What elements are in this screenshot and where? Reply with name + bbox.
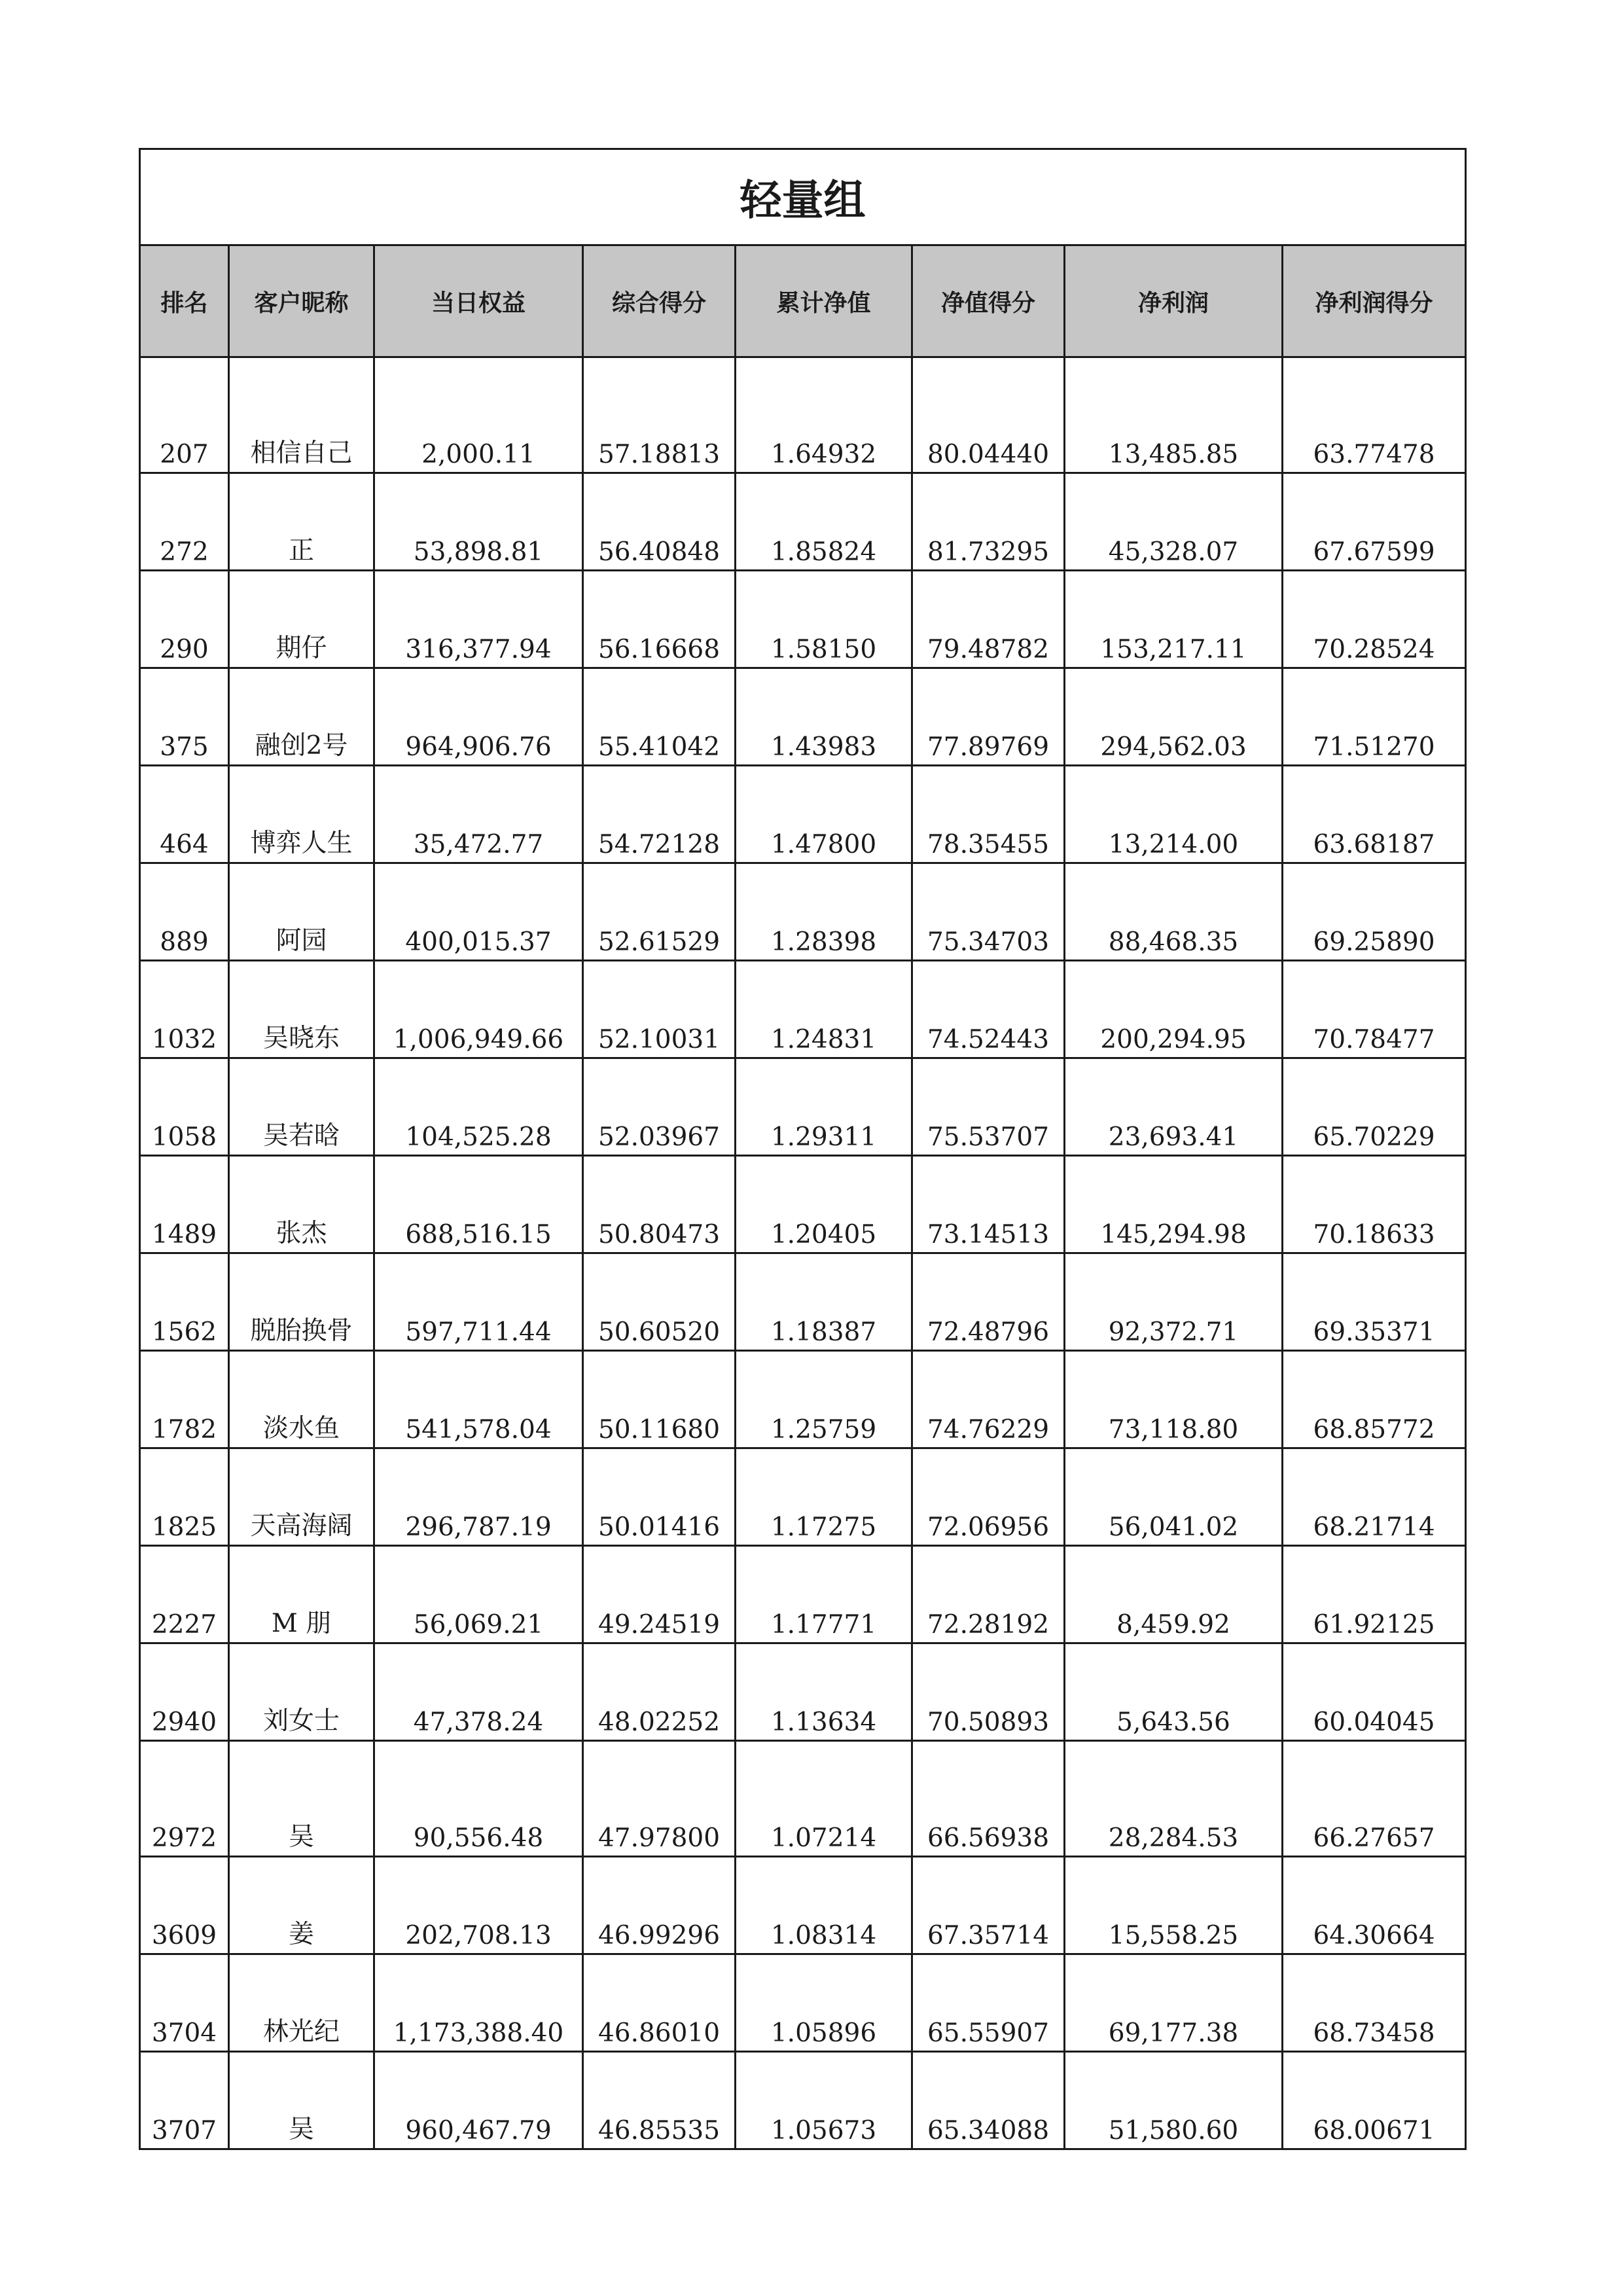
cell-nickname: 阿园 (229, 863, 374, 961)
cell-nav-score: 73.14513 (912, 1156, 1065, 1253)
cell-net-profit: 8,459.92 (1065, 1546, 1283, 1643)
cell-rank: 2972 (140, 1741, 229, 1857)
table-row (140, 1741, 1466, 1857)
cell-nickname: 吴 (229, 2052, 374, 2149)
cell-nav-score: 78.35455 (912, 766, 1065, 863)
cell-nickname: 期仔 (229, 571, 374, 668)
cell-nav-score: 65.55907 (912, 1954, 1065, 2052)
cell-nickname: 正 (229, 473, 374, 571)
cell-nav: 1.13634 (736, 1643, 912, 1741)
col-header-nav: 累计净值 (736, 245, 912, 357)
table-row (140, 1156, 1466, 1253)
cell-net-profit: 88,468.35 (1065, 863, 1283, 961)
cell-nav-score: 75.53707 (912, 1058, 1065, 1156)
cell-total-score: 50.01416 (583, 1448, 736, 1546)
cell-nav-score: 72.28192 (912, 1546, 1065, 1643)
cell-nav: 1.28398 (736, 863, 912, 961)
cell-nickname: 吴 (229, 1741, 374, 1857)
cell-nav: 1.58150 (736, 571, 912, 668)
cell-nickname: 张杰 (229, 1156, 374, 1253)
cell-net-profit: 153,217.11 (1065, 571, 1283, 668)
header-row (140, 245, 1466, 357)
cell-total-score: 52.10031 (583, 961, 736, 1058)
cell-nav-score: 77.89769 (912, 668, 1065, 766)
cell-equity: 202,708.13 (374, 1857, 583, 1954)
cell-nickname: 相信自己 (229, 357, 374, 473)
cell-nav-score: 80.04440 (912, 357, 1065, 473)
cell-total-score: 47.97800 (583, 1741, 736, 1857)
cell-nickname: 脱胎换骨 (229, 1253, 374, 1351)
cell-net-profit: 145,294.98 (1065, 1156, 1283, 1253)
cell-rank: 2227 (140, 1546, 229, 1643)
cell-net-profit: 15,558.25 (1065, 1857, 1283, 1954)
cell-nav-score: 65.34088 (912, 2052, 1065, 2149)
cell-equity: 35,472.77 (374, 766, 583, 863)
cell-equity: 400,015.37 (374, 863, 583, 961)
cell-nav-score: 75.34703 (912, 863, 1065, 961)
cell-nav: 1.17275 (736, 1448, 912, 1546)
cell-profit-score: 63.77478 (1283, 357, 1466, 473)
cell-equity: 296,787.19 (374, 1448, 583, 1546)
cell-rank: 375 (140, 668, 229, 766)
cell-equity: 964,906.76 (374, 668, 583, 766)
cell-total-score: 46.86010 (583, 1954, 736, 2052)
table-row (140, 1253, 1466, 1351)
cell-profit-score: 69.25890 (1283, 863, 1466, 961)
cell-nickname: 吴若晗 (229, 1058, 374, 1156)
table-row (140, 766, 1466, 863)
cell-rank: 3707 (140, 2052, 229, 2149)
cell-total-score: 50.60520 (583, 1253, 736, 1351)
cell-total-score: 46.99296 (583, 1857, 736, 1954)
cell-equity: 316,377.94 (374, 571, 583, 668)
cell-rank: 272 (140, 473, 229, 571)
cell-total-score: 50.80473 (583, 1156, 736, 1253)
cell-net-profit: 13,214.00 (1065, 766, 1283, 863)
cell-net-profit: 51,580.60 (1065, 2052, 1283, 2149)
table-row (140, 1954, 1466, 2052)
table-title: 轻量组 (140, 149, 1466, 245)
cell-nav: 1.08314 (736, 1857, 912, 1954)
cell-net-profit: 28,284.53 (1065, 1741, 1283, 1857)
cell-nickname: 刘女士 (229, 1643, 374, 1741)
cell-nav: 1.05896 (736, 1954, 912, 2052)
cell-nav: 1.07214 (736, 1741, 912, 1857)
cell-rank: 207 (140, 357, 229, 473)
cell-rank: 1489 (140, 1156, 229, 1253)
cell-nickname: 淡水鱼 (229, 1351, 374, 1448)
cell-net-profit: 200,294.95 (1065, 961, 1283, 1058)
cell-total-score: 52.03967 (583, 1058, 736, 1156)
cell-profit-score: 61.92125 (1283, 1546, 1466, 1643)
cell-equity: 2,000.11 (374, 357, 583, 473)
cell-total-score: 52.61529 (583, 863, 736, 961)
cell-total-score: 56.40848 (583, 473, 736, 571)
table-row (140, 571, 1466, 668)
cell-equity: 597,711.44 (374, 1253, 583, 1351)
cell-total-score: 48.02252 (583, 1643, 736, 1741)
cell-profit-score: 70.28524 (1283, 571, 1466, 668)
ranking-sheet (139, 148, 1465, 2150)
cell-equity: 53,898.81 (374, 473, 583, 571)
table-row (140, 1058, 1466, 1156)
cell-net-profit: 73,118.80 (1065, 1351, 1283, 1448)
cell-nav-score: 66.56938 (912, 1741, 1065, 1857)
cell-net-profit: 56,041.02 (1065, 1448, 1283, 1546)
cell-profit-score: 64.30664 (1283, 1857, 1466, 1954)
cell-total-score: 49.24519 (583, 1546, 736, 1643)
cell-profit-score: 63.68187 (1283, 766, 1466, 863)
table-row (140, 1643, 1466, 1741)
col-header-equity: 当日权益 (374, 245, 583, 357)
cell-rank: 1825 (140, 1448, 229, 1546)
cell-nickname: 林光纪 (229, 1954, 374, 2052)
cell-total-score: 50.11680 (583, 1351, 736, 1448)
cell-profit-score: 60.04045 (1283, 1643, 1466, 1741)
cell-profit-score: 70.18633 (1283, 1156, 1466, 1253)
cell-nav: 1.64932 (736, 357, 912, 473)
cell-nav-score: 81.73295 (912, 473, 1065, 571)
cell-nav: 1.25759 (736, 1351, 912, 1448)
cell-profit-score: 67.67599 (1283, 473, 1466, 571)
table-row (140, 1351, 1466, 1448)
cell-net-profit: 23,693.41 (1065, 1058, 1283, 1156)
cell-equity: 104,525.28 (374, 1058, 583, 1156)
cell-rank: 3609 (140, 1857, 229, 1954)
col-header-net-profit: 净利润 (1065, 245, 1283, 357)
cell-nav: 1.43983 (736, 668, 912, 766)
cell-rank: 1562 (140, 1253, 229, 1351)
cell-nav-score: 79.48782 (912, 571, 1065, 668)
cell-nav: 1.20405 (736, 1156, 912, 1253)
cell-total-score: 57.18813 (583, 357, 736, 473)
cell-profit-score: 71.51270 (1283, 668, 1466, 766)
table-row (140, 863, 1466, 961)
col-header-profit-score: 净利润得分 (1283, 245, 1466, 357)
cell-profit-score: 70.78477 (1283, 961, 1466, 1058)
cell-rank: 290 (140, 571, 229, 668)
cell-nav: 1.85824 (736, 473, 912, 571)
cell-net-profit: 92,372.71 (1065, 1253, 1283, 1351)
cell-nickname: 姜 (229, 1857, 374, 1954)
cell-equity: 960,467.79 (374, 2052, 583, 2149)
table-row (140, 1546, 1466, 1643)
cell-net-profit: 294,562.03 (1065, 668, 1283, 766)
cell-nav-score: 70.50893 (912, 1643, 1065, 1741)
cell-total-score: 46.85535 (583, 2052, 736, 2149)
cell-equity: 541,578.04 (374, 1351, 583, 1448)
cell-profit-score: 69.35371 (1283, 1253, 1466, 1351)
cell-nav: 1.17771 (736, 1546, 912, 1643)
table-row (140, 961, 1466, 1058)
cell-nav-score: 72.06956 (912, 1448, 1065, 1546)
cell-profit-score: 68.73458 (1283, 1954, 1466, 2052)
col-header-nickname: 客户昵称 (229, 245, 374, 357)
cell-nav: 1.05673 (736, 2052, 912, 2149)
cell-rank: 2940 (140, 1643, 229, 1741)
col-header-total-score: 综合得分 (583, 245, 736, 357)
table-body (140, 357, 1466, 2149)
table-row (140, 1857, 1466, 1954)
cell-total-score: 55.41042 (583, 668, 736, 766)
table-row (140, 668, 1466, 766)
cell-nickname: 融创2号 (229, 668, 374, 766)
cell-nav: 1.47800 (736, 766, 912, 863)
cell-profit-score: 68.85772 (1283, 1351, 1466, 1448)
cell-net-profit: 45,328.07 (1065, 473, 1283, 571)
cell-equity: 56,069.21 (374, 1546, 583, 1643)
table-row (140, 473, 1466, 571)
cell-equity: 688,516.15 (374, 1156, 583, 1253)
cell-nickname: 天高海阔 (229, 1448, 374, 1546)
cell-total-score: 56.16668 (583, 571, 736, 668)
cell-rank: 1032 (140, 961, 229, 1058)
cell-nav-score: 72.48796 (912, 1253, 1065, 1351)
ranking-table (139, 148, 1467, 2150)
cell-net-profit: 13,485.85 (1065, 357, 1283, 473)
cell-profit-score: 68.00671 (1283, 2052, 1466, 2149)
cell-net-profit: 69,177.38 (1065, 1954, 1283, 2052)
cell-equity: 1,006,949.66 (374, 961, 583, 1058)
cell-equity: 47,378.24 (374, 1643, 583, 1741)
cell-profit-score: 66.27657 (1283, 1741, 1466, 1857)
cell-nav: 1.29311 (736, 1058, 912, 1156)
cell-nickname: 博弈人生 (229, 766, 374, 863)
cell-rank: 889 (140, 863, 229, 961)
cell-profit-score: 65.70229 (1283, 1058, 1466, 1156)
cell-rank: 1058 (140, 1058, 229, 1156)
cell-profit-score: 68.21714 (1283, 1448, 1466, 1546)
cell-nickname: 吴晓东 (229, 961, 374, 1058)
cell-rank: 1782 (140, 1351, 229, 1448)
cell-equity: 90,556.48 (374, 1741, 583, 1857)
cell-nav-score: 74.52443 (912, 961, 1065, 1058)
cell-equity: 1,173,388.40 (374, 1954, 583, 2052)
cell-nickname: M 朋 (229, 1546, 374, 1643)
col-header-rank: 排名 (140, 245, 229, 357)
cell-total-score: 54.72128 (583, 766, 736, 863)
cell-net-profit: 5,643.56 (1065, 1643, 1283, 1741)
cell-nav: 1.24831 (736, 961, 912, 1058)
cell-nav-score: 74.76229 (912, 1351, 1065, 1448)
cell-nav-score: 67.35714 (912, 1857, 1065, 1954)
table-row (140, 2052, 1466, 2149)
cell-nav: 1.18387 (736, 1253, 912, 1351)
col-header-nav-score: 净值得分 (912, 245, 1065, 357)
table-row (140, 1448, 1466, 1546)
cell-rank: 464 (140, 766, 229, 863)
cell-rank: 3704 (140, 1954, 229, 2052)
table-row (140, 357, 1466, 473)
